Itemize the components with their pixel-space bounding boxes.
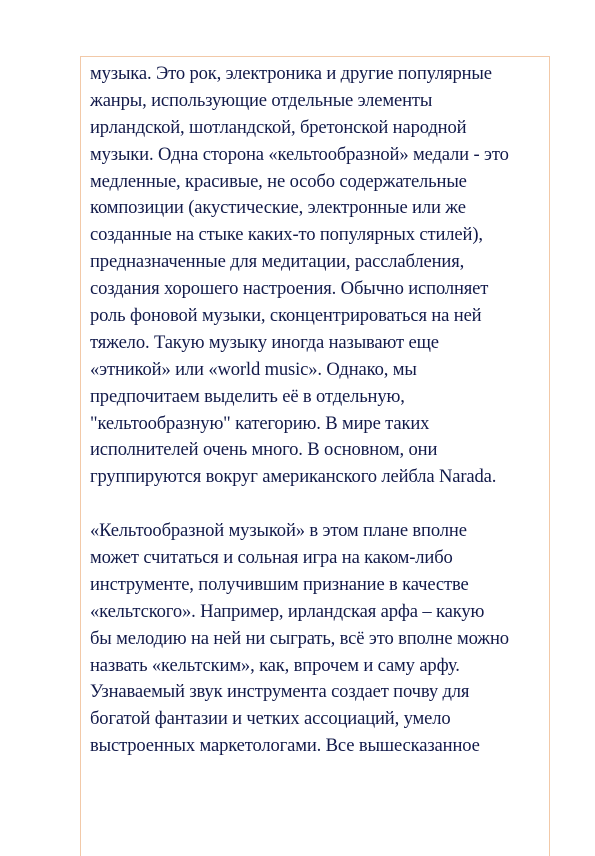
text-line: медленные, красивые, не особо содержательные xyxy=(90,170,467,192)
text-line: жанры, использующие отдельные элементы xyxy=(90,89,433,111)
text-line: исполнителей очень много. В основном, они xyxy=(90,439,438,461)
text-line: созданные на стыке каких-то популярных стилей), xyxy=(90,224,483,246)
text-line: может считаться и сольная игра на каком-либо xyxy=(90,547,453,569)
paragraph-2 xyxy=(90,518,546,760)
text-line: «Кельтообразной музыкой» в этом плане вполне xyxy=(90,520,467,542)
paragraph-1 xyxy=(90,61,546,491)
text-line: богатой фантазии и четких ассоциаций, умело xyxy=(90,708,451,730)
text-line: «кельтского». Например, ирландская арфа – какую xyxy=(90,600,485,622)
text-line: ирландской, шотландской, бретонской народной xyxy=(90,116,467,138)
text-line: создания хорошего настроения. Обычно исполняет xyxy=(90,278,489,300)
text-line: Узнаваемый звук инструмента создает почву для xyxy=(90,681,470,703)
text-line: выстроенных маркетологами. Все вышесказанное xyxy=(90,735,480,757)
text-line: группируются вокруг американского лейбла Narada. xyxy=(90,466,497,488)
text-line: «этникой» или «world music». Однако, мы xyxy=(90,358,417,380)
document-body xyxy=(90,61,546,760)
text-line: бы мелодию на ней ни сыграть, всё это вполне можно xyxy=(90,627,509,649)
text-line: музыки. Одна сторона «кельтообразной» медали - это xyxy=(90,143,509,165)
text-line: инструменте, получившим признание в качестве xyxy=(90,573,469,595)
text-line: предназначенные для медитации, расслабления, xyxy=(90,251,465,273)
text-line: назвать «кельтским», как, впрочем и саму арфу. xyxy=(90,654,460,676)
text-line: тяжело. Такую музыку иногда называют еще xyxy=(90,331,439,353)
paragraph-spacer xyxy=(90,491,546,518)
text-line: предпочитаем выделить её в отдельную, xyxy=(90,385,405,407)
text-line: музыка. Это рок, электроника и другие популярные xyxy=(90,63,492,84)
text-line: "кельтообразную" категорию. В мире таких xyxy=(90,412,430,434)
text-line: композиции (акустические, электронные или же xyxy=(90,197,466,219)
text-line: роль фоновой музыки, сконцентрироваться на ней xyxy=(90,305,482,327)
